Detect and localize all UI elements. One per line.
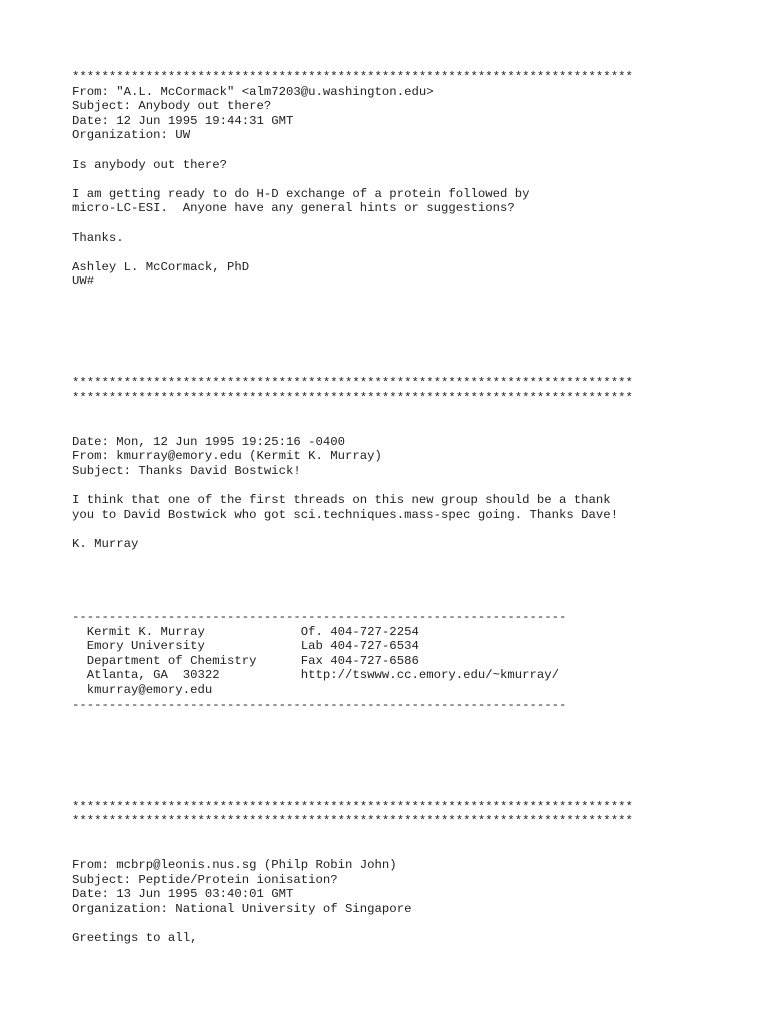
blank-line [72,741,752,756]
header-line: Date: 13 Jun 1995 03:40:01 GMT [72,887,294,902]
blank-line [72,289,752,304]
header-line: From: "A.L. McCormack" <alm7203@u.washington.edu> [72,84,434,99]
blank-line [72,566,752,581]
separator-stars: **************************************************************************** [72,814,633,829]
text-line: Thanks. [72,230,124,245]
text-line: I think that one of the first threads on this new group should be a thank [72,493,611,508]
header-line: Organization: UW [72,128,191,143]
blank-line [72,318,752,333]
text-line: Greetings to all, [72,931,198,946]
blank-line [72,406,752,421]
blank-line [72,143,752,158]
header-line: Organization: National University of Singapore [72,901,412,916]
text-line: kmurray@emory.edu [72,682,213,697]
blank-line [72,756,752,771]
blank-line [72,595,752,610]
text-line: Kermit K. Murray Of. 404-727-2254 [72,624,419,639]
blank-line [72,245,752,260]
text-line: Ashley L. McCormack, PhD [72,259,250,274]
separator-stars: **************************************************************************** [72,376,633,391]
separator-dashes: ------------------------------------------------------------------- [72,609,567,624]
text-line: UW# [72,274,95,289]
blank-line [72,581,752,596]
separator-dashes: ------------------------------------------------------------------- [72,697,567,712]
blank-line [72,333,752,348]
blank-line [72,347,752,362]
header-line: From: mcbrp@leonis.nus.sg (Philp Robin John) [72,858,397,873]
separator-stars: **************************************************************************** [72,391,633,406]
text-line: Department of Chemistry Fax 404-727-6586 [72,653,419,668]
usenet-digest-page [72,70,752,946]
text-line: I am getting ready to do H-D exchange of a protein followed by [72,186,530,201]
header-line: From: kmurray@emory.edu (Kermit K. Murray) [72,449,382,464]
text-line: micro-LC-ESI. Anyone have any general hints or suggestions? [72,201,515,216]
blank-line [72,479,752,494]
text-line: K. Murray [72,537,139,551]
blank-line [72,727,752,742]
text-line: Is anybody out there? [72,157,227,172]
blank-line [72,843,752,858]
header-line: Date: Mon, 12 Jun 1995 19:25:16 -0400 [72,434,346,449]
text-line: you to David Bostwick who got sci.techniques.mass-spec going. Thanks Dave! [72,507,619,522]
separator-stars: **************************************************************************** [72,799,633,814]
blank-line [72,771,752,786]
blank-line [72,785,752,800]
header-line: Subject: Peptide/Protein ionisation? [72,872,338,887]
blank-line [72,522,752,537]
text-line: Atlanta, GA 30322 http://tswww.cc.emory.edu/~kmurray/ [72,668,560,683]
separator-stars: **************************************************************************** [72,70,633,84]
header-line: Date: 12 Jun 1995 19:44:31 GMT [72,113,294,128]
blank-line [72,304,752,319]
blank-line [72,552,752,567]
blank-line [72,216,752,231]
blank-line [72,829,752,844]
blank-line [72,420,752,435]
blank-line [72,362,752,377]
blank-line [72,712,752,727]
blank-line [72,916,752,931]
text-line: Emory University Lab 404-727-6534 [72,639,419,654]
header-line: Subject: Anybody out there? [72,99,272,114]
blank-line [72,172,752,187]
header-line: Subject: Thanks David Bostwick! [72,464,301,479]
